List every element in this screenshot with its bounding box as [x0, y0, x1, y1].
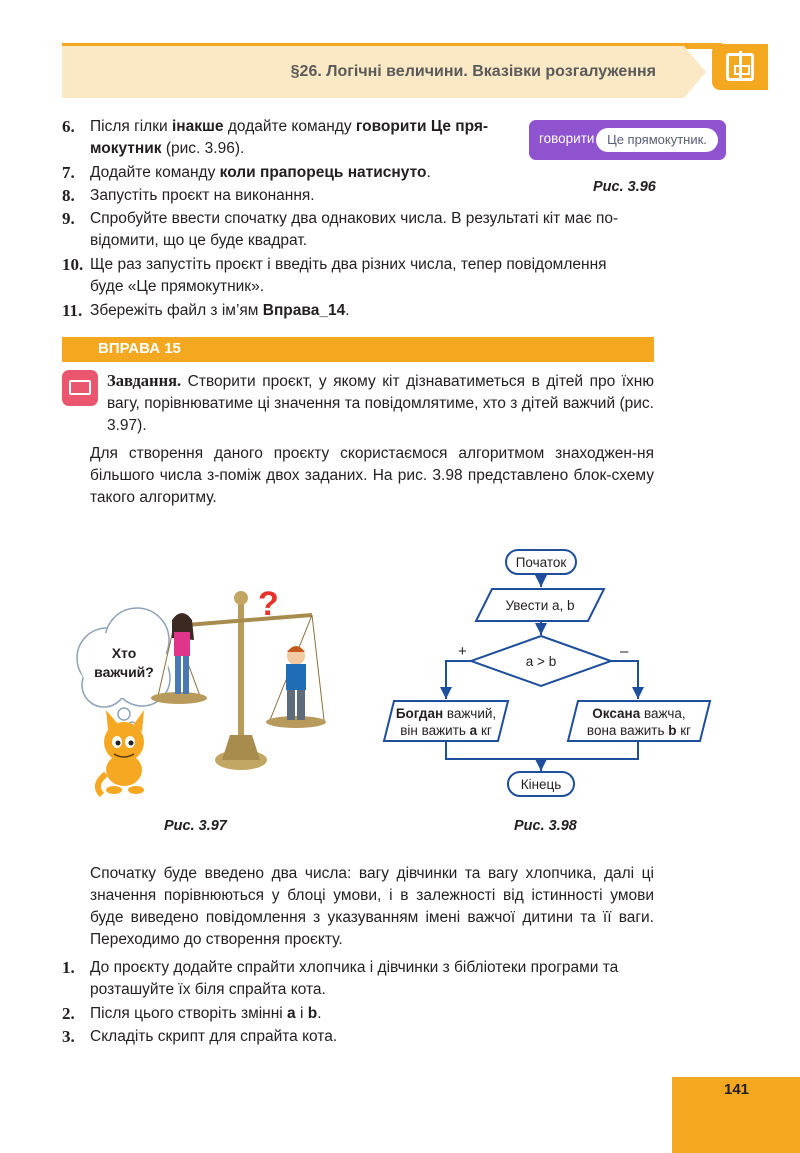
scales-illustration	[62, 560, 362, 810]
flowchart	[370, 535, 760, 805]
item-number: 1.	[62, 958, 75, 977]
text-run: Збережіть файл з ім’ям	[90, 302, 263, 319]
item-text	[90, 185, 510, 207]
item-text	[90, 254, 656, 298]
bubble-line-2: важчий?	[94, 664, 154, 680]
item-number: 9.	[62, 209, 75, 228]
flowchart-icon	[712, 44, 768, 90]
end-label: Кінець	[520, 777, 562, 792]
svg-text:він важить a кг	[400, 723, 492, 738]
text-run: Ще раз запустіть проєкт і введіть два різних числа, тепер повідомлення буде «Це прямокутник».	[90, 256, 607, 295]
item-number: 11.	[62, 301, 83, 320]
bold-term: коли прапорець натиснуто	[219, 164, 427, 181]
text-run: і	[295, 1005, 308, 1022]
text-run: Запустіть проєкт на виконання.	[90, 187, 315, 204]
condition-label: a > b	[525, 654, 557, 669]
text-run: додайте команду	[223, 118, 356, 135]
bold-term: мокутник	[90, 140, 162, 157]
item-text	[90, 208, 656, 252]
scratch-say-block	[529, 120, 726, 160]
text-run: Спробуйте ввести спочатку два однакових числа. В результаті кіт має по- відомити, що це буде квадрат.	[90, 210, 619, 249]
right-rest: важча,	[640, 706, 686, 721]
text-run: .	[426, 164, 431, 181]
input-label: Увести a, b	[505, 598, 575, 613]
svg-text:Богдан важчий,	[396, 706, 496, 721]
girl-figure	[172, 613, 194, 694]
task-label: Завдання.	[107, 371, 182, 390]
item-text	[90, 1026, 656, 1048]
item-number: 6.	[62, 117, 75, 136]
text-run: (рис. 3.96).	[161, 140, 245, 157]
item-number: 10.	[62, 255, 84, 274]
text-run: Після цього створіть змінні	[90, 1005, 288, 1022]
figure-caption: Рис. 3.97	[164, 818, 227, 834]
say-command: говорити	[539, 131, 595, 146]
text-run: Складіть скрипт для спрайта кота.	[90, 1028, 338, 1045]
svg-text:вона важить b кг	[587, 723, 691, 738]
left-name: Богдан	[395, 706, 444, 721]
start-label: Початок	[515, 555, 567, 570]
item-text	[90, 162, 510, 184]
exercise-title: ВПРАВА 15	[98, 340, 181, 357]
text-run: .	[345, 302, 350, 319]
item-number: 7.	[62, 163, 75, 182]
left-var: a	[469, 723, 478, 738]
right-line2-b: кг	[676, 723, 692, 738]
boy-figure	[286, 646, 306, 720]
bold-term: інакше	[171, 118, 224, 135]
right-var: b	[668, 723, 677, 738]
list-item	[62, 116, 512, 160]
task-paragraph	[107, 370, 654, 437]
page-title: §26. Логічні величини. Вказівки розгалуження	[290, 63, 656, 80]
left-rest: важчий,	[443, 706, 497, 721]
item-text	[90, 116, 510, 160]
true-branch-label: +	[458, 643, 467, 660]
exercise-title-bar	[62, 337, 654, 362]
right-line2-a: вона важить	[586, 723, 669, 738]
bold-term: b	[307, 1005, 318, 1022]
page-number: 141	[724, 1081, 750, 1098]
thought-bubble	[77, 608, 170, 730]
keyboard-icon	[62, 370, 98, 406]
item-text	[90, 1003, 656, 1025]
svg-text:Оксана важча,	[592, 706, 685, 721]
text-run: Додайте команду	[90, 164, 220, 181]
explanation-paragraph: Спочатку буде введено два числа: вагу дівчинки та вагу хлопчика, далі ці значення порівнюються у блоці умови, і в залежності від істинності умови буде виведено повідомлення з указуванням імені важчої дитини та її ваги. Переходимо до створення проєкту.	[90, 865, 654, 948]
item-text	[90, 957, 656, 1001]
item-number: 3.	[62, 1027, 75, 1046]
cat-sprite	[98, 710, 144, 795]
item-number: 8.	[62, 186, 75, 205]
left-line2-a: він важить	[400, 723, 470, 738]
false-branch-label: –	[620, 643, 629, 660]
text-run: Після гілки	[90, 118, 172, 135]
bold-term: a	[287, 1005, 296, 1022]
bubble-line-1: Хто	[111, 645, 137, 661]
say-argument: Це прямокутник.	[596, 128, 718, 152]
task-text: Створити проєкт, у якому кіт дізнаватиметься в дітей про їхню вагу, порівнюватиме ці значення та повідомлятиме, хто з дітей важчий (рис. 3.97).	[107, 373, 654, 434]
figure-caption: Рис. 3.96	[593, 179, 656, 195]
intro-paragraph: Для створення даного проєкту скористаємося алгоритмом знаходжен-ня більшого числа з-поміж двох заданих. На рис. 3.98 представлено блок-схему такого алгоритму.	[90, 445, 654, 506]
bold-term: Вправа_14	[262, 302, 346, 319]
figure-caption: Рис. 3.98	[514, 818, 577, 834]
question-mark: ?	[258, 585, 279, 623]
text-run: .	[317, 1005, 322, 1022]
page-number-tab	[672, 1077, 800, 1153]
left-line2-b: кг	[477, 723, 492, 738]
bold-term: говорити Це пря-	[355, 118, 489, 135]
text-run: До проєкту додайте спрайти хлопчика і дівчинки з бібліотеки програми та розташуйте їх біля спрайта кота.	[90, 959, 619, 998]
item-number: 2.	[62, 1004, 75, 1023]
item-text	[90, 300, 656, 322]
right-name: Оксана	[592, 706, 641, 721]
